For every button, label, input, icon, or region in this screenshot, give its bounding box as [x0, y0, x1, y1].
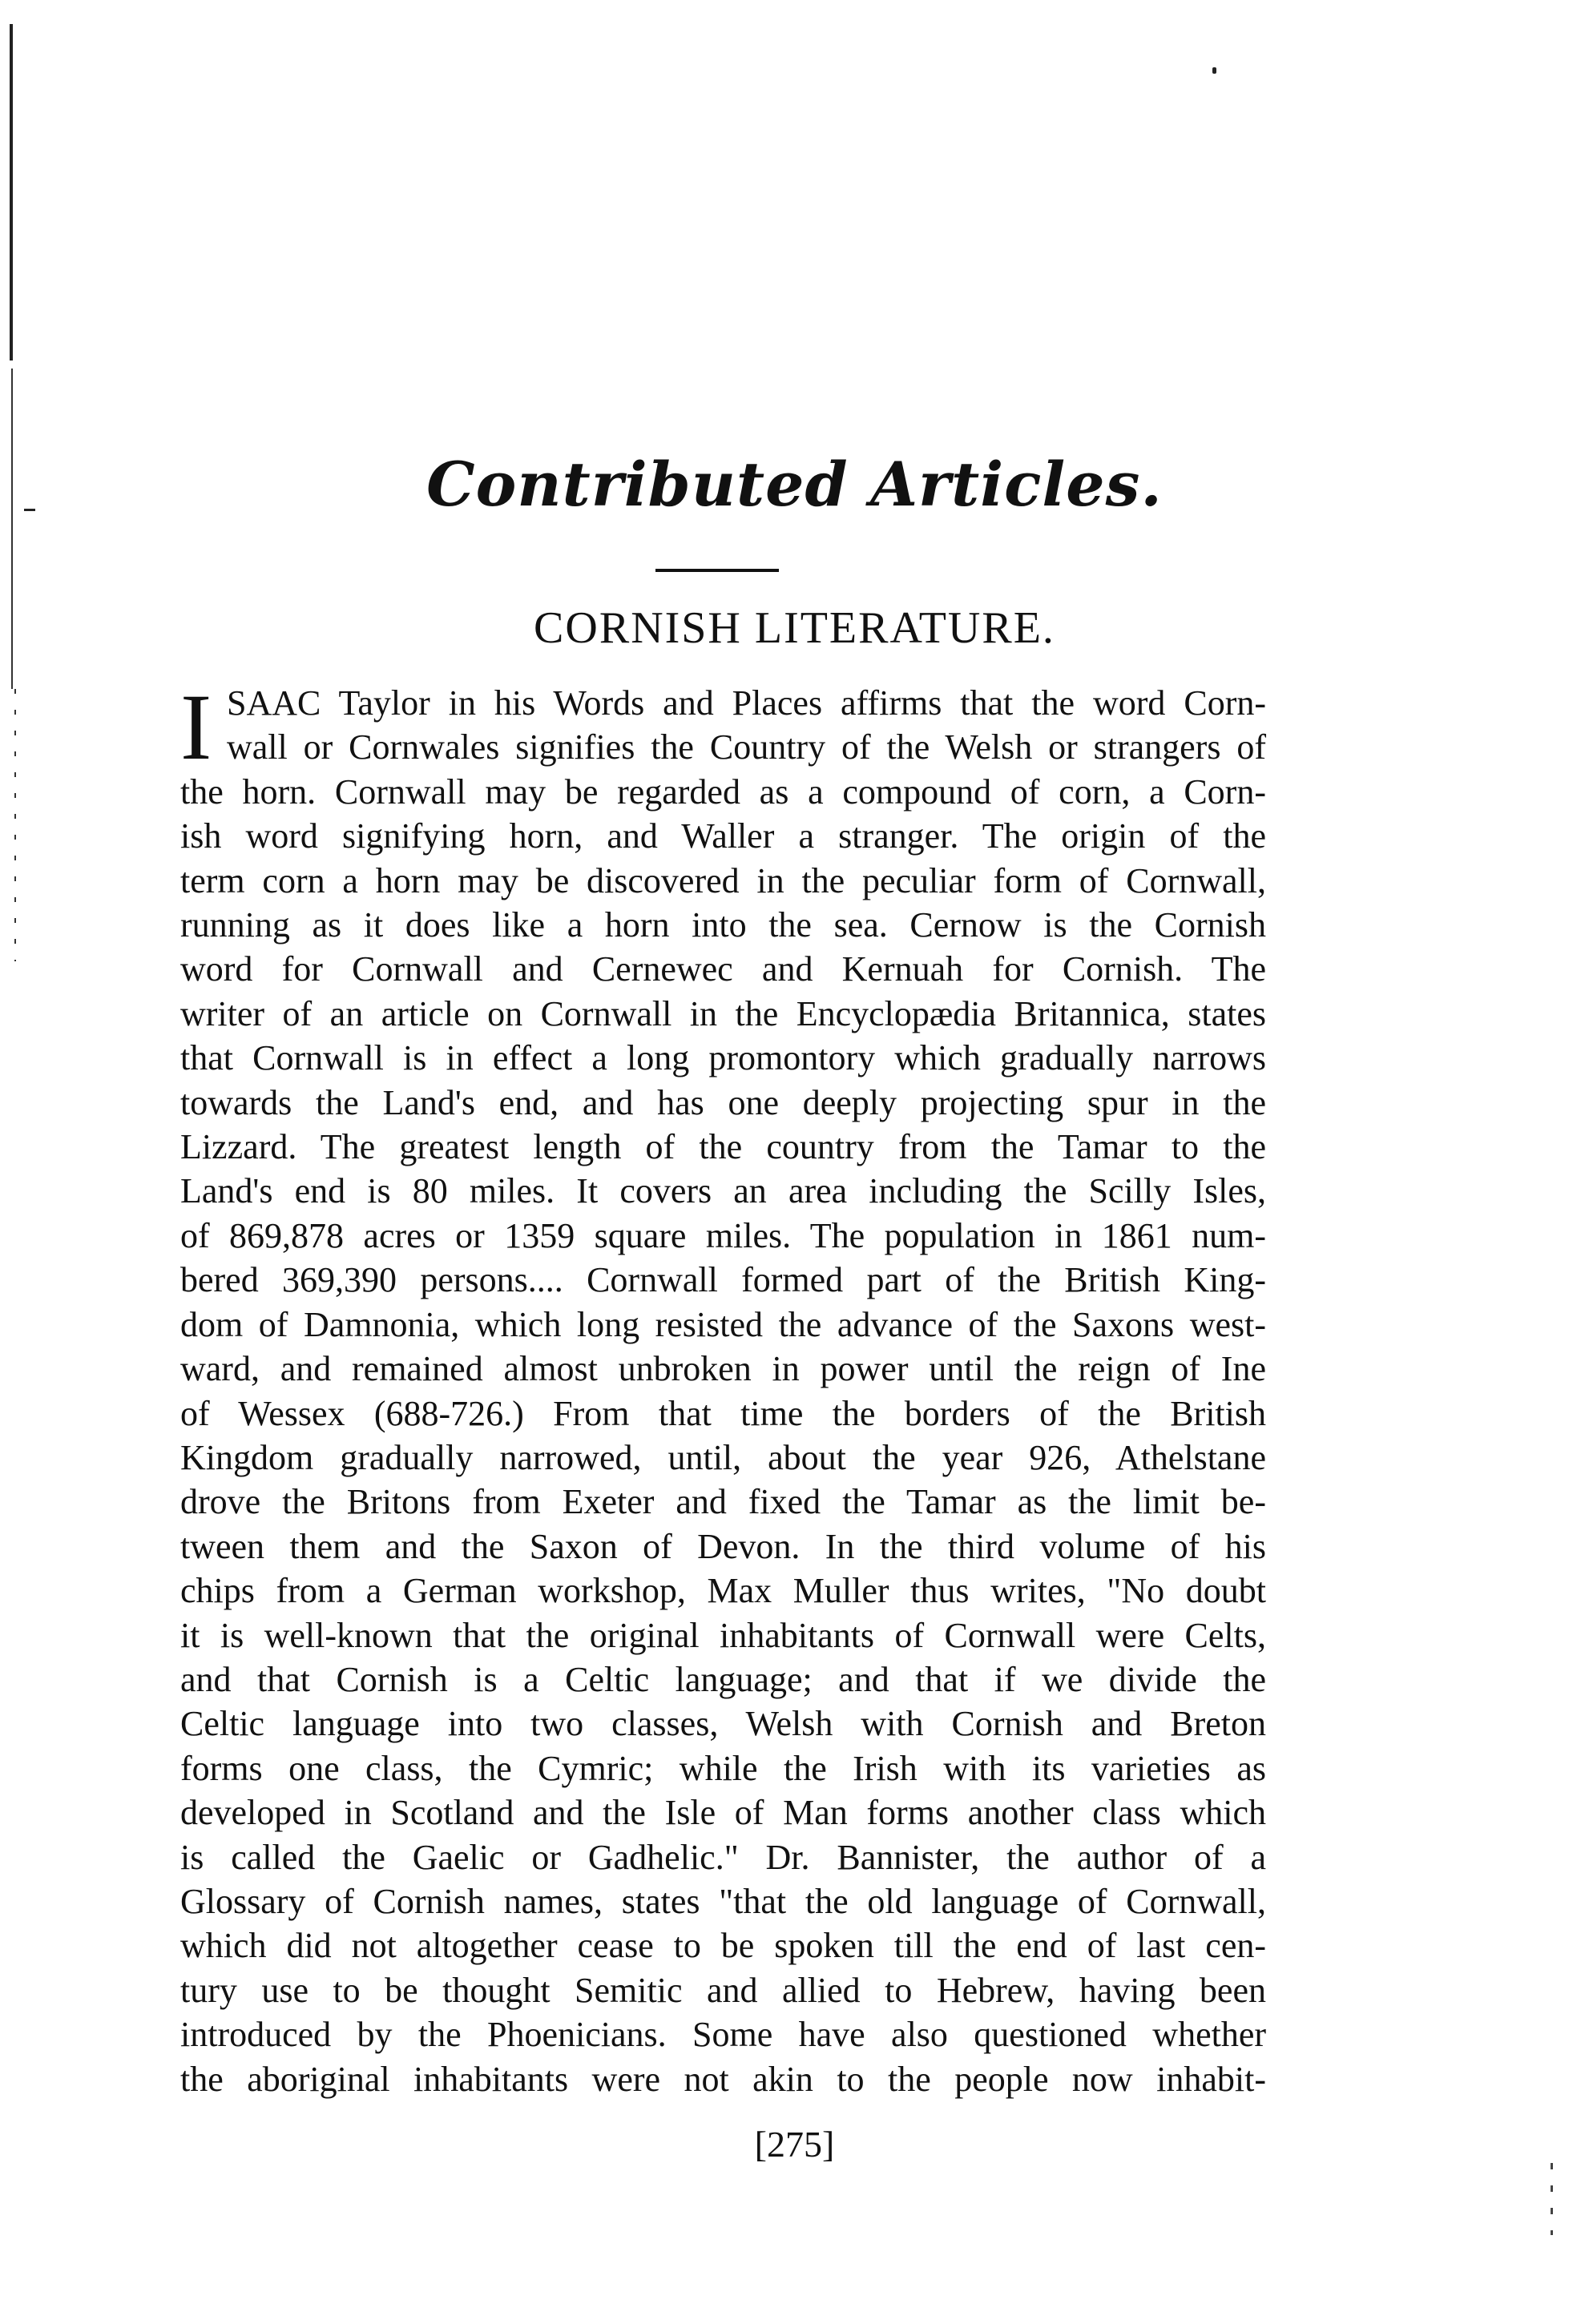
body-line: SAAC Taylor in his Words and Places affirms that the word Corn-: [227, 683, 1266, 723]
body-line: tween them and the Saxon of Devon. In the third volume of his: [180, 1526, 1266, 1566]
body-line: which did not altogether cease to be spoken till the end of last cen-: [180, 1926, 1266, 1966]
body-line: that Cornwall is in effect a long promontory which gradually narrows: [180, 1038, 1266, 1078]
scan-speck: [1212, 67, 1216, 74]
body-line: ish word signifying horn, and Waller a stranger. The origin of the: [180, 816, 1266, 856]
body-line: bered 369,390 persons.... Cornwall formed part of the British King-: [180, 1260, 1266, 1300]
page-number: [275]: [754, 2124, 835, 2165]
body-line: drove the Britons from Exeter and fixed the Tamar as the limit be-: [180, 1482, 1266, 1522]
body-line: of 869,878 acres or 1359 square miles. The population in 1861 num-: [180, 1215, 1266, 1255]
scan-edge-mark: [14, 689, 16, 961]
body-line: forms one class, the Cymric; while the Irish with its varieties as: [180, 1748, 1266, 1788]
body-line: chips from a German workshop, Max Muller thus writes, "No doubt: [180, 1571, 1266, 1611]
body-line: introduced by the Phoenicians. Some have also questioned whether: [180, 2015, 1266, 2055]
body-line: tury use to be thought Semitic and allied to Hebrew, having been: [180, 1970, 1266, 2010]
body-line: term corn a horn may be discovered in the peculiar form of Cornwall,: [180, 860, 1266, 900]
body-line: word for Cornwall and Cernewec and Kernuah for Cornish. The: [180, 949, 1266, 989]
drop-cap: I: [180, 675, 212, 779]
article-title: CORNISH LITERATURE.: [534, 603, 1055, 653]
body-line: and that Cornish is a Celtic language; and that if we divide the: [180, 1659, 1266, 1699]
body-line: running as it does like a horn into the sea. Cernow is the Cornish: [180, 905, 1266, 945]
title-divider: [655, 569, 779, 572]
body-line: Land's end is 80 miles. It covers an area including the Scilly Isles,: [180, 1171, 1266, 1211]
body-line: Glossary of Cornish names, states "that the old language of Cornwall,: [180, 1881, 1266, 1921]
body-line: of Wessex (688-726.) From that time the borders of the British: [180, 1393, 1266, 1433]
body-line: it is well-known that the original inhabitants of Cornwall were Celts,: [180, 1615, 1266, 1655]
scan-speck: [1551, 2163, 1553, 2235]
body-line: towards the Land's end, and has one deeply projecting spur in the: [180, 1082, 1266, 1122]
section-heading: Contributed Articles.: [426, 449, 1163, 520]
body-line: developed in Scotland and the Isle of Man forms another class which: [180, 1793, 1266, 1833]
body-line: the horn. Cornwall may be regarded as a compound of corn, a Corn-: [180, 771, 1266, 812]
body-line: wall or Cornwales signifies the Country of the Welsh or strangers of: [227, 727, 1266, 767]
body-line: dom of Damnonia, which long resisted the advance of the Saxons west-: [180, 1304, 1266, 1344]
body-line: Celtic language into two classes, Welsh with Cornish and Breton: [180, 1704, 1266, 1744]
body-line: Kingdom gradually narrowed, until, about the year 926, Athelstane: [180, 1437, 1266, 1477]
body-line: the aboriginal inhabitants were not akin to the people now inhabit-: [180, 2059, 1266, 2099]
article-body: [180, 675, 1266, 2101]
body-line: is called the Gaelic or Gadhelic." Dr. Bannister, the author of a: [180, 1837, 1266, 1877]
body-line: writer of an article on Cornwall in the Encyclopædia Britannica, states: [180, 993, 1266, 1033]
body-line: Lizzard. The greatest length of the country from the Tamar to the: [180, 1127, 1266, 1167]
body-line: ward, and remained almost unbroken in power until the reign of Ine: [180, 1349, 1266, 1389]
scan-edge-mark: [10, 24, 13, 360]
